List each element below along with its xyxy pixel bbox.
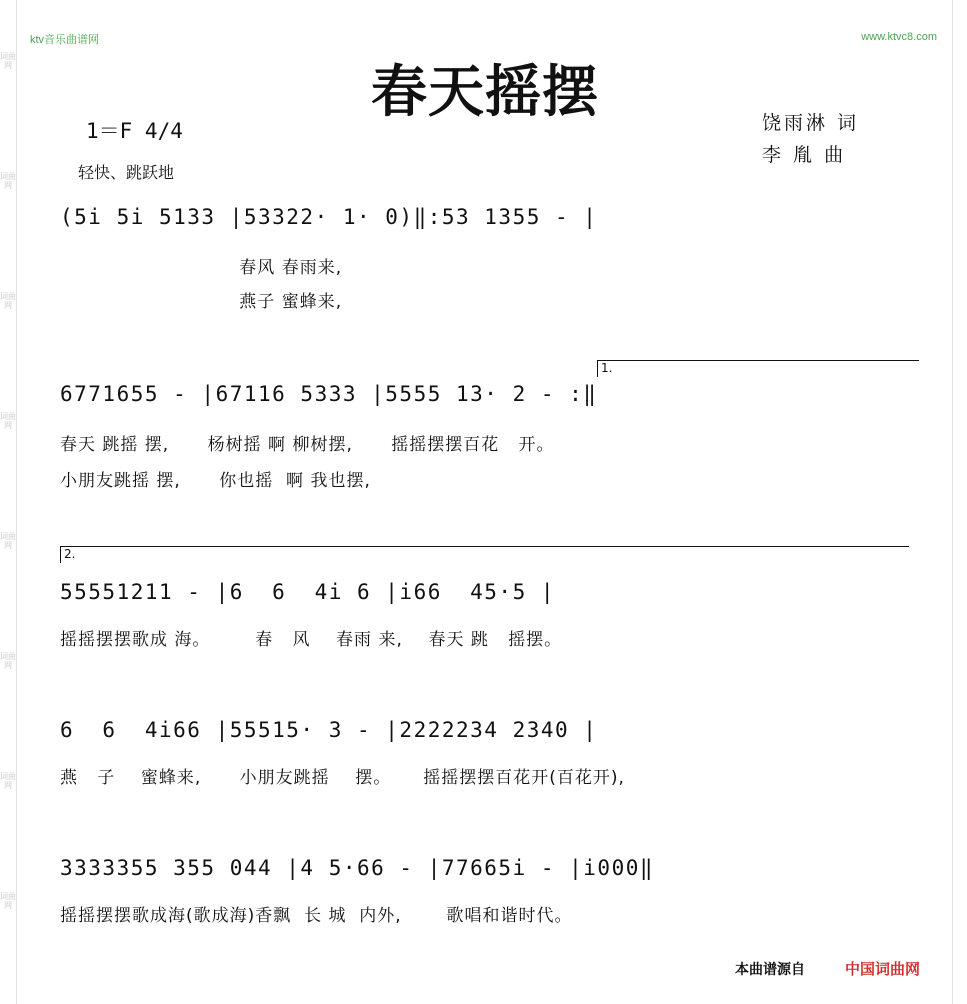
lyricist-credit: 饶雨淋 词 bbox=[762, 112, 860, 134]
first-ending-label: 1. bbox=[601, 361, 613, 375]
notation-line: 3333355 355 044 |4 5·66 - |77665i - |i000‖ bbox=[60, 856, 655, 880]
footer-site-link[interactable]: 中国词曲网 bbox=[845, 960, 921, 978]
notation-line: 55551211 - |6 6 4i 6 |i66 45·5 | bbox=[60, 580, 556, 604]
lyric-verse-1: 春天 跳摇 摆, 杨树摇 啊 柳树摆, 摇摇摆摆百花 开。 bbox=[60, 435, 555, 455]
watermark-side-chars: 词曲网 bbox=[0, 892, 16, 910]
second-ending-label: 2. bbox=[64, 547, 76, 561]
lyric-verse-1: 摇摇摆摆歌成 海。 春 风 春雨 来, 春天 跳 摇摆。 bbox=[60, 630, 563, 650]
left-watermark-strip bbox=[0, 0, 17, 1004]
first-ending-bracket bbox=[597, 360, 919, 377]
watermark-site-right: www.ktvc8.com bbox=[861, 31, 937, 43]
watermark-site-left: ktv音乐曲谱网 bbox=[30, 34, 100, 46]
key-signature: 1＝F 4/4 bbox=[86, 119, 183, 143]
tempo-marking: 轻快、跳跃地 bbox=[78, 163, 175, 182]
second-ending-bracket bbox=[60, 546, 909, 563]
watermark-side-chars: 词曲网 bbox=[0, 772, 16, 790]
lyric-verse-1: 春风 春雨来, bbox=[60, 258, 343, 278]
watermark-side-chars: 词曲网 bbox=[0, 412, 16, 430]
lyric-verse-2: 小朋友跳摇 摆, 你也摇 啊 我也摆, bbox=[60, 471, 371, 491]
notation-line: 6771655 - |67116 5333 |5555 13· 2 - :‖ bbox=[60, 382, 598, 406]
footer-source-label: 本曲谱源自 bbox=[735, 962, 805, 978]
watermark-side-chars: 词曲网 bbox=[0, 292, 16, 310]
lyric-verse-1: 摇摇摆摆歌成海(歌成海)香飘 长 城 内外, 歌唱和谐时代。 bbox=[60, 906, 573, 926]
watermark-side-chars: 词曲网 bbox=[0, 652, 16, 670]
lyric-verse-1: 燕 子 蜜蜂来, 小朋友跳摇 摆。 摇摇摆摆百花开(百花开), bbox=[60, 768, 625, 788]
watermark-side-chars: 词曲网 bbox=[0, 52, 16, 70]
watermark-side-chars: 词曲网 bbox=[0, 532, 16, 550]
lyric-verse-2: 燕子 蜜蜂来, bbox=[60, 292, 343, 312]
right-watermark-strip bbox=[952, 0, 967, 1004]
notation-line: (5i 5i 5133 |53322· 1· 0)‖:53 1355 - | bbox=[60, 205, 598, 229]
notation-line: 6 6 4i66 |55515· 3 - |2222234 2340 | bbox=[60, 718, 598, 742]
song-title: 春天摇摆 bbox=[371, 60, 599, 125]
composer-credit: 李 胤 曲 bbox=[762, 144, 847, 166]
watermark-side-chars: 词曲网 bbox=[0, 172, 16, 190]
